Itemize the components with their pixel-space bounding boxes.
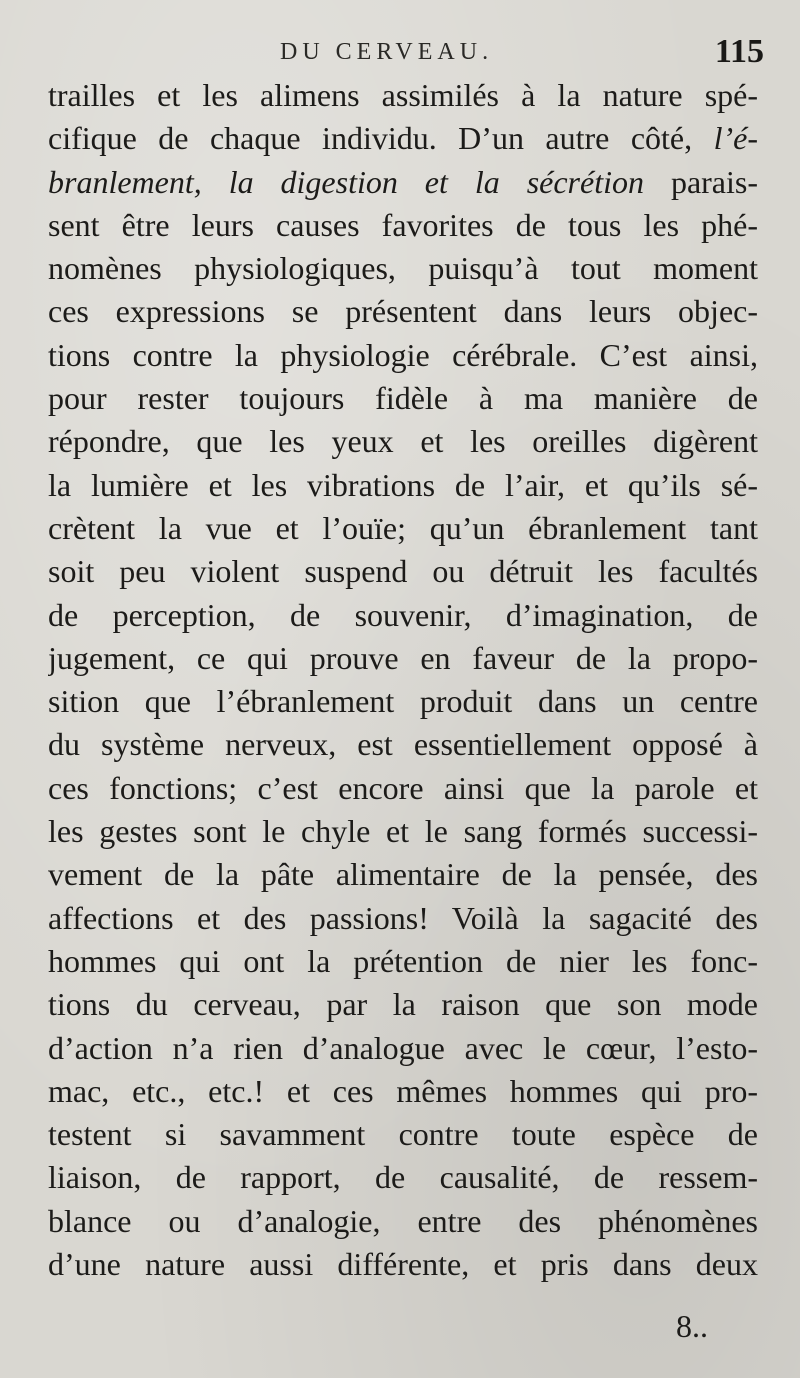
text-segment: d’une nature aussi différente, et pris dans deux xyxy=(48,1246,758,1283)
text-segment: ces expressions se présentent dans leurs objec- xyxy=(48,293,758,330)
text-segment: du système nerveux, est essentiellement opposé à xyxy=(48,726,758,763)
text-line xyxy=(48,1156,758,1199)
text-line xyxy=(48,853,758,896)
page-number: 115 xyxy=(714,33,764,70)
text-line xyxy=(48,594,758,637)
text-line xyxy=(48,1200,758,1243)
text-segment: crètent la vue et l’ouïe; qu’un ébranlement tant xyxy=(48,509,758,546)
text-segment: sition que l’ébranlement produit dans un centre xyxy=(48,683,758,720)
text-line xyxy=(48,680,758,723)
text-segment: jugement, ce qui prouve en faveur de la propo- xyxy=(48,639,758,676)
text-line xyxy=(48,1243,758,1286)
text-segment: vement de la pâte alimentaire de la pensée, des xyxy=(48,856,758,893)
running-title: DU CERVEAU. xyxy=(280,39,494,65)
text-line xyxy=(48,897,758,940)
text-line xyxy=(48,810,758,853)
text-segment: trailles et les alimens assimilés à la nature spé- xyxy=(48,77,758,113)
text-segment: de perception, de souvenir, d’imagination, de xyxy=(48,596,758,633)
text-segment: ces fonctions; c’est encore ainsi que la parole et xyxy=(48,769,758,806)
text-segment: mac, etc., etc.! et ces mêmes hommes qui pro- xyxy=(48,1072,758,1109)
text-segment: hommes qui ont la prétention de nier les fonc- xyxy=(48,942,758,979)
text-segment: la lumière et les vibrations de l’air, et qu’ils sé- xyxy=(48,466,758,503)
signature-mark: 8.. xyxy=(676,1308,708,1344)
text-segment: liaison, de rapport, de causalité, de ressem- xyxy=(48,1159,758,1196)
text-segment: tions contre la physiologie cérébrale. C’est ainsi, xyxy=(48,336,758,373)
text-segment: tions du cerveau, par la raison que son mode xyxy=(48,986,758,1023)
text-segment: soit peu violent suspend ou détruit les facultés xyxy=(48,553,758,590)
text-line xyxy=(48,247,758,290)
text-segment: blance ou d’analogie, entre des phénomènes xyxy=(48,1202,758,1239)
text-segment: sent être leurs causes favorites de tous les phé- xyxy=(48,206,758,243)
text-line xyxy=(48,1070,758,1113)
text-line xyxy=(48,767,758,810)
text-line xyxy=(48,1113,758,1156)
text-line xyxy=(48,204,758,247)
text-line xyxy=(48,290,758,333)
italic-segment: l’é- xyxy=(713,120,758,157)
text-segment: affections et des passions! Voilà la sagacité des xyxy=(48,899,758,936)
text-line xyxy=(48,723,758,766)
text-line xyxy=(48,377,758,420)
text-segment: pour rester toujours fidèle à ma manière de xyxy=(48,380,758,417)
text-line xyxy=(48,334,758,377)
text-segment: testent si savamment contre toute espèce de xyxy=(48,1116,758,1153)
text-line xyxy=(48,637,758,680)
body-text xyxy=(48,74,758,1286)
text-segment: cifique de chaque individu. D’un autre côté, xyxy=(48,120,714,157)
text-segment: d’action n’a rien d’analogue avec le cœur, l’esto- xyxy=(48,1029,758,1066)
text-line xyxy=(48,161,758,204)
text-line xyxy=(48,420,758,463)
text-line xyxy=(48,117,758,160)
text-line xyxy=(48,983,758,1026)
text-line xyxy=(48,550,758,593)
italic-segment: branlement, la digestion et la sécrétion xyxy=(48,163,644,200)
text-line xyxy=(48,464,758,507)
text-line xyxy=(48,940,758,983)
text-line xyxy=(48,507,758,550)
running-head xyxy=(0,32,800,72)
text-line xyxy=(48,1027,758,1070)
text-segment: parais- xyxy=(644,163,758,200)
text-segment: nomènes physiologiques, puisqu’à tout moment xyxy=(48,250,758,287)
text-line xyxy=(48,74,758,117)
text-segment: les gestes sont le chyle et le sang formés successi- xyxy=(48,813,758,850)
text-segment: répondre, que les yeux et les oreilles digèrent xyxy=(48,423,758,460)
